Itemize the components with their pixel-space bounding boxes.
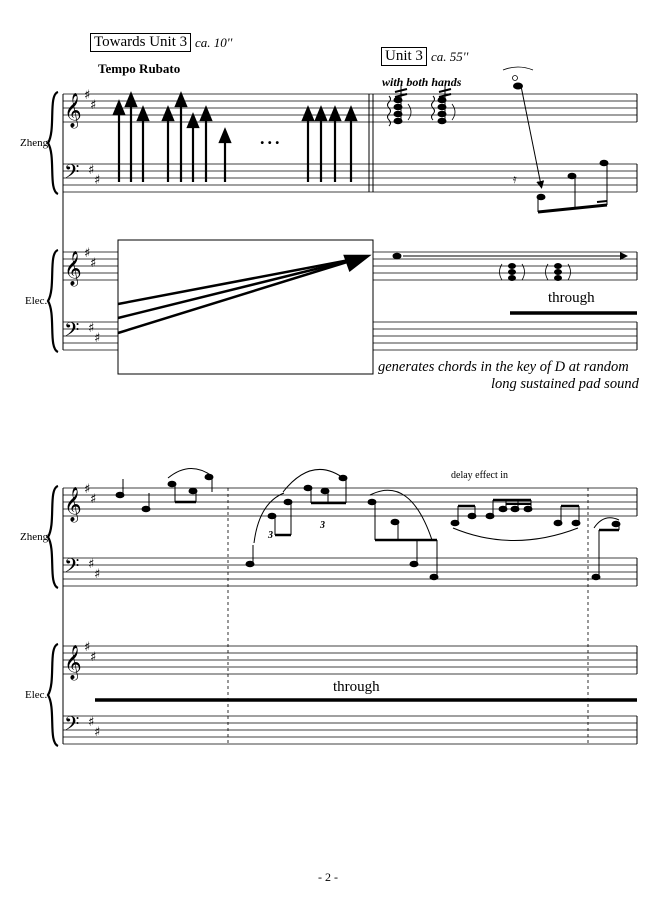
- triplet-marker-a: 3: [268, 530, 273, 541]
- bass-clef-icon: 𝄢: [64, 554, 80, 582]
- elec-instrument-label: Elec.: [25, 295, 48, 307]
- zheng-instrument-label-2: Zheng: [20, 531, 49, 543]
- brace-elec-2: [48, 644, 58, 746]
- brace-zheng-2: [48, 486, 58, 588]
- delay-effect-marking: delay effect in: [451, 470, 509, 481]
- sharp-icon: ♯: [90, 650, 97, 665]
- triplet-marker-b: 3: [320, 520, 325, 531]
- sharp-icon: ♯: [94, 567, 101, 582]
- sharp-icon: ♯: [94, 331, 101, 346]
- annotation-pad-sound: long sustained pad sound: [491, 376, 639, 392]
- annotation-chords: generates chords in the key of D at random: [378, 359, 629, 375]
- up-arrows: [114, 94, 356, 182]
- section-towards-unit3-duration: ca. 10'': [195, 35, 233, 50]
- through-label-system1: through: [548, 290, 595, 306]
- tempo-marking: Tempo Rubato: [98, 61, 181, 76]
- svg-text:𝄿: 𝄿: [513, 172, 517, 186]
- section-unit3-duration: ca. 55'': [431, 49, 469, 64]
- sharp-icon: ♯: [88, 715, 95, 730]
- system2-zheng-bass-staff: [63, 558, 637, 586]
- through-label-system2: through: [333, 679, 380, 695]
- sharp-icon: ♯: [90, 256, 97, 271]
- dashed-barlines: [228, 488, 588, 744]
- sharp-icon: ♯: [84, 482, 91, 497]
- converge-box: [118, 240, 373, 374]
- bass-clef-icon: 𝄢: [64, 712, 80, 740]
- system2-elec-treble-staff: [63, 646, 637, 674]
- technique-marking: with both hands: [382, 75, 462, 89]
- page-number: - 2 -: [318, 870, 338, 884]
- system2-zheng-notes: [116, 468, 620, 579]
- sharp-icon: ♯: [90, 98, 97, 113]
- elec-unit3-content: [393, 253, 637, 313]
- section-unit3-label: Unit 3: [381, 47, 427, 66]
- treble-clef-icon: 𝄞: [64, 487, 82, 522]
- section-towards-unit3-label: Towards Unit 3: [90, 33, 191, 52]
- brace-elec-1: [48, 250, 58, 352]
- bass-clef-icon: 𝄢: [64, 318, 80, 346]
- repeat-ellipsis: ...: [260, 128, 283, 148]
- sharp-icon: ♯: [94, 173, 101, 188]
- sharp-icon: ♯: [88, 321, 95, 336]
- treble-clef-icon: 𝄞: [64, 93, 82, 128]
- zheng-instrument-label: Zheng: [20, 137, 49, 149]
- sharp-icon: ♯: [84, 640, 91, 655]
- sharp-icon: ♯: [88, 163, 95, 178]
- sharp-icon: ♯: [84, 246, 91, 261]
- unit3-chords: [388, 86, 456, 126]
- sharp-icon: ♯: [84, 88, 91, 103]
- sharp-icon: ♯: [90, 492, 97, 507]
- bass-clef-icon: 𝄢: [64, 160, 80, 188]
- sharp-icon: ♯: [94, 725, 101, 740]
- elec-instrument-label-2: Elec.: [25, 689, 48, 701]
- system2-elec-bass-staff: [63, 716, 637, 744]
- sharp-icon: ♯: [88, 557, 95, 572]
- treble-clef-icon: 𝄞: [64, 251, 82, 286]
- treble-clef-icon: 𝄞: [64, 645, 82, 680]
- brace-zheng-1: [48, 92, 58, 194]
- harmonic-gesture: [503, 67, 608, 212]
